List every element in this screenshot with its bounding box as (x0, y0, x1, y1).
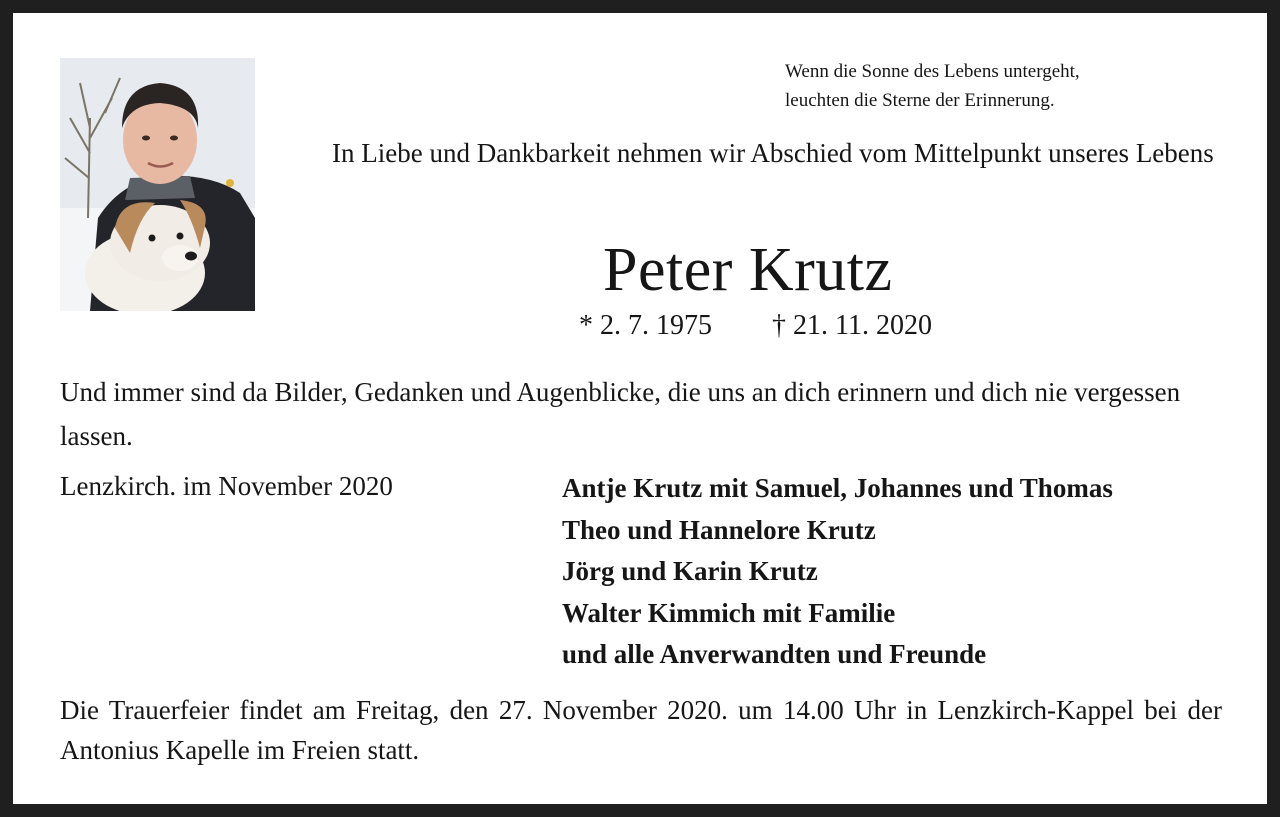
birth-date: * 2. 7. 1975 (579, 310, 712, 341)
mourner-line: Antje Krutz mit Samuel, Johannes und Thomas (562, 473, 1113, 503)
place-date: Lenzkirch. im November 2020 (60, 471, 393, 501)
life-dates (579, 309, 932, 343)
funeral-service-info: Die Trauerfeier findet am Freitag, den 27. November 2020. um 14.00 Uhr in Lenzkirch-Kappel bei der Antonius Kapelle im Freien statt. (60, 695, 1222, 765)
portrait-photo-icon (60, 58, 255, 311)
deceased-name: Peter Krutz (603, 236, 893, 304)
motto-line-1: Wenn die Sonne des Lebens untergeht, (785, 61, 1080, 82)
motto (785, 57, 1080, 115)
motto-line-2: leuchten die Sterne der Erinnerung. (785, 90, 1055, 111)
mourner-line: Walter Kimmich mit Familie (562, 597, 896, 628)
mourners-list (562, 468, 1113, 676)
mourner-line: und alle Anverwandten und Freunde (562, 639, 987, 669)
memorial-verse: Und immer sind da Bilder, Gedanken und Augenblicke, die uns an dich erinnern und dich nie vergessen lassen. (60, 377, 1181, 451)
death-date: † 21. 11. 2020 (772, 310, 932, 341)
intro-text: In Liebe und Dankbarkeit nehmen wir Abschied vom Mittelpunkt unseres Lebens (332, 138, 1214, 168)
mourner-line: Theo und Hannelore Krutz (562, 514, 876, 545)
obituary-notice (13, 13, 1267, 804)
mourner-line: Jörg und Karin Krutz (562, 556, 818, 586)
